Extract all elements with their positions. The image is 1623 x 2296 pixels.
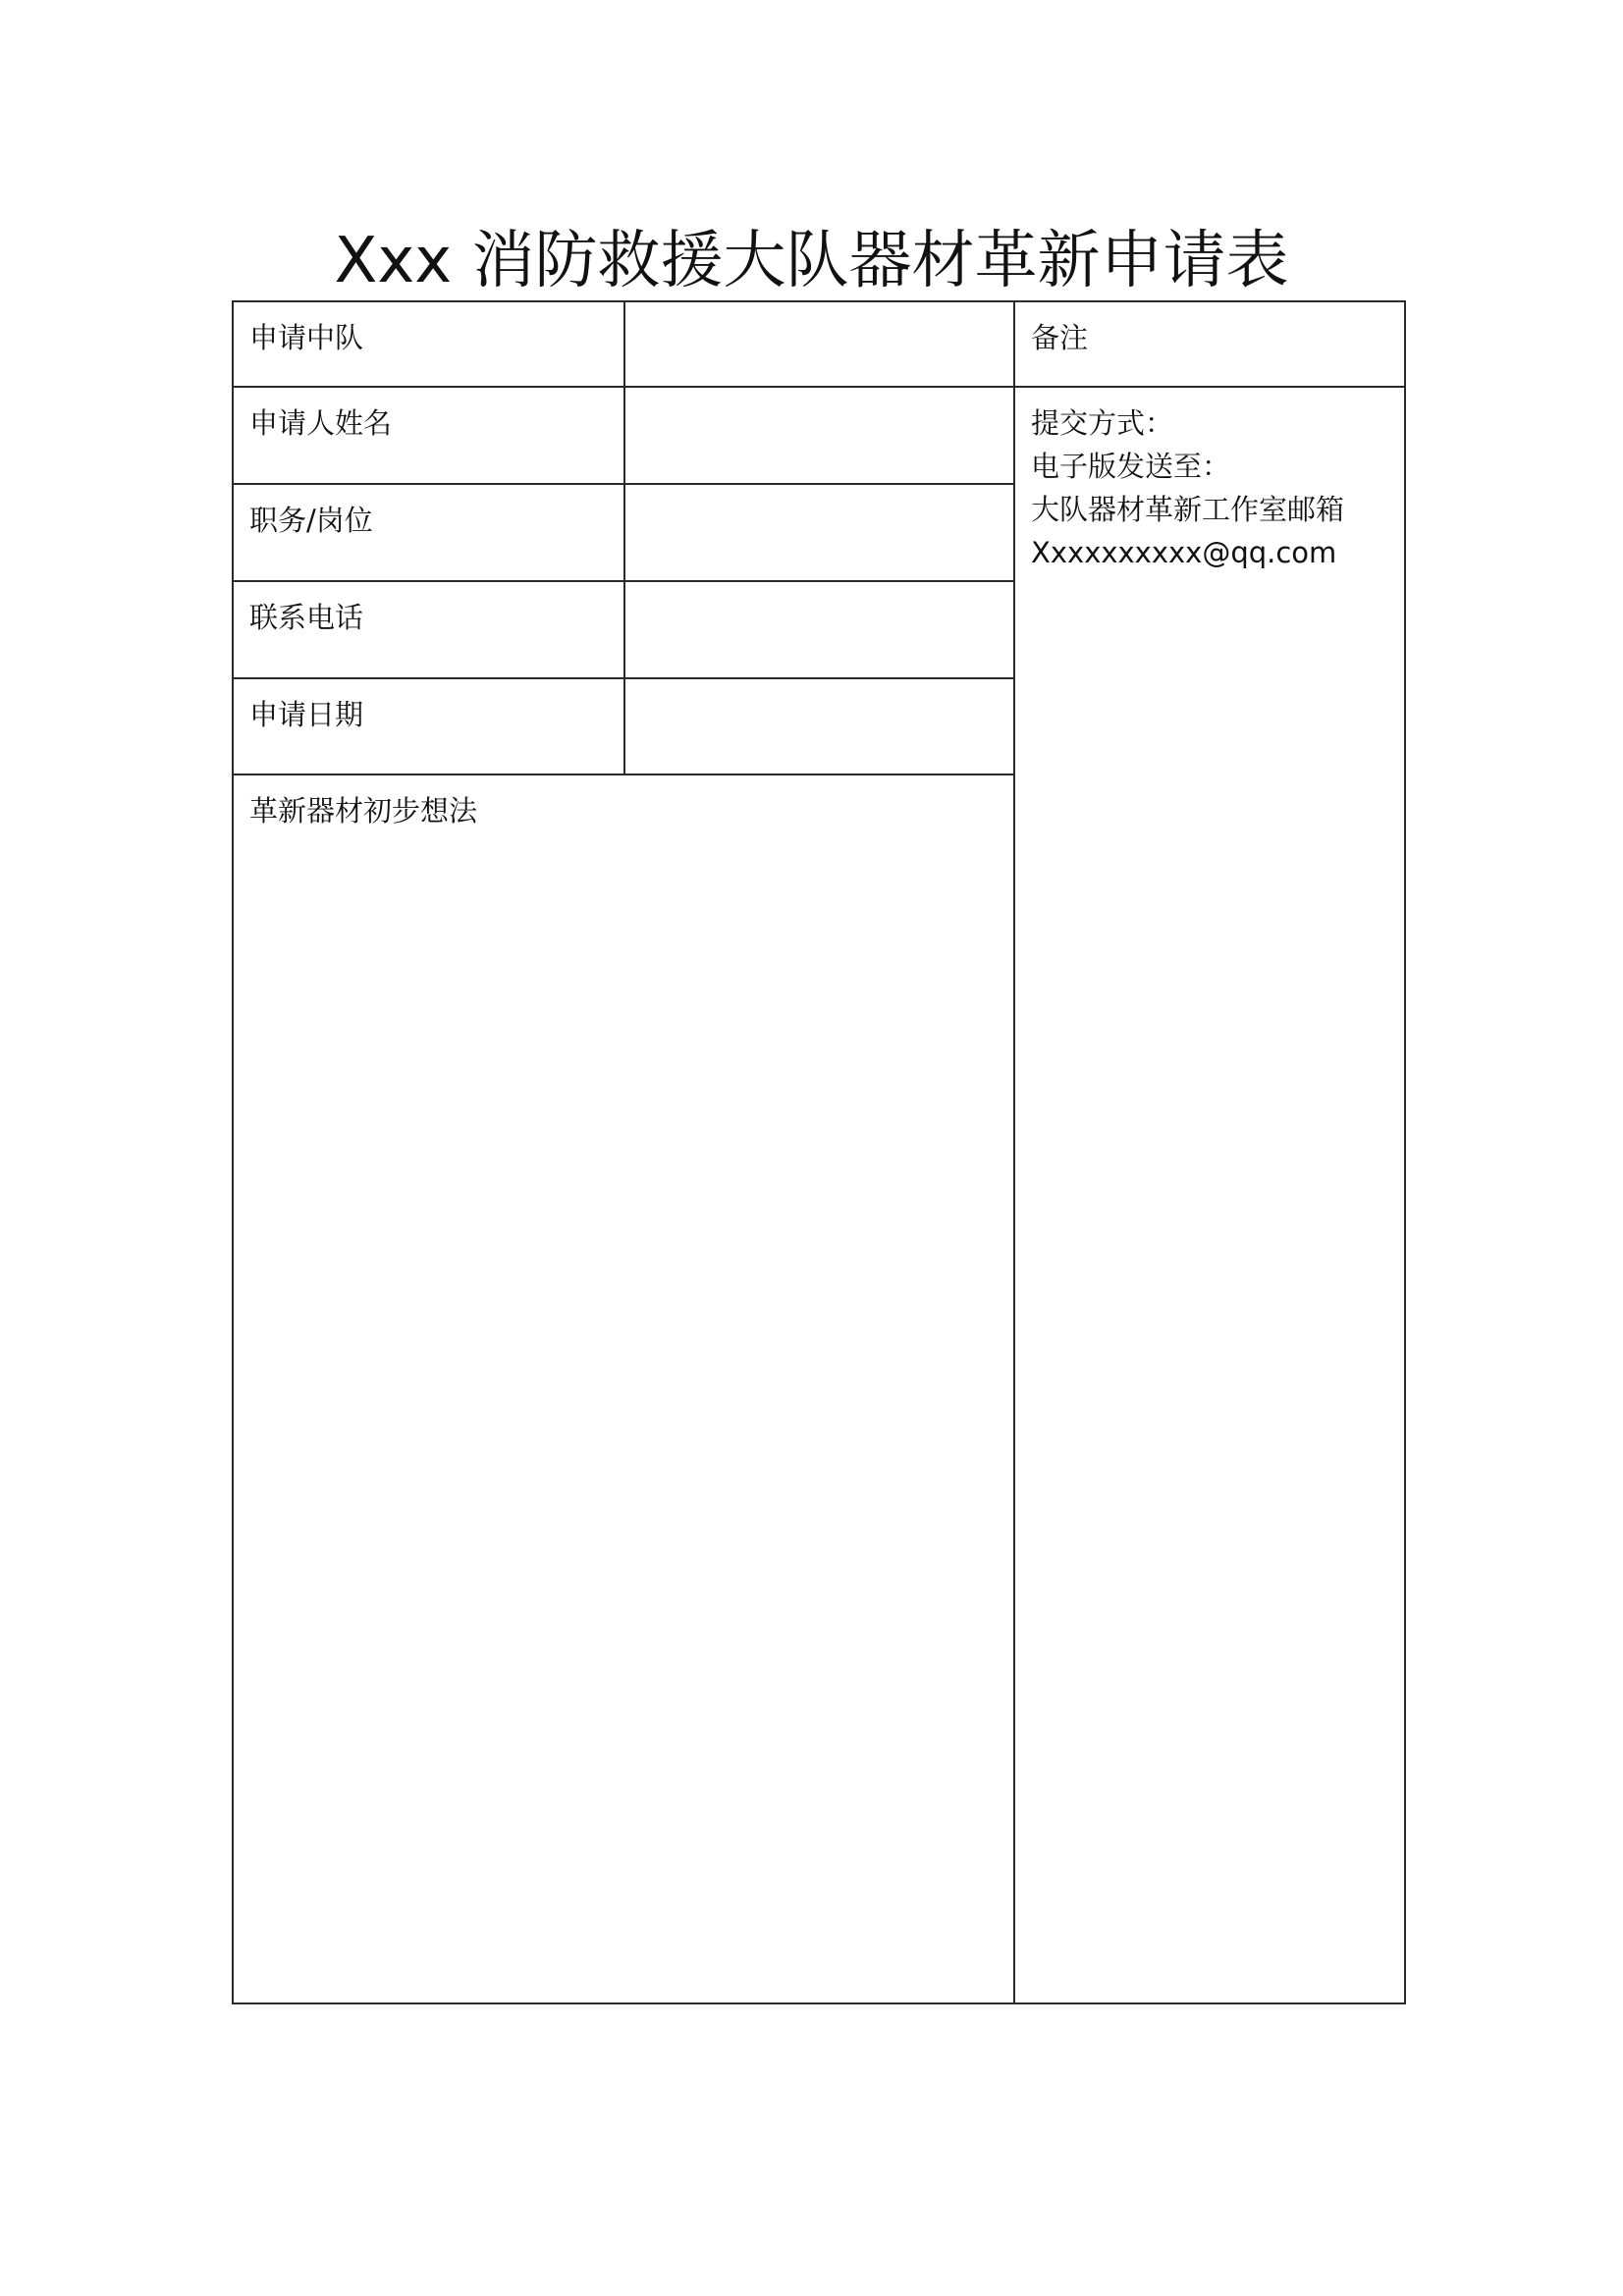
field-label-squad: 申请中队 <box>233 301 624 387</box>
field-label-position: 职务/岗位 <box>233 484 624 581</box>
note-content <box>1014 387 1405 2003</box>
idea-field[interactable] <box>233 774 1014 2003</box>
idea-label: 革新器材初步想法 <box>249 794 478 828</box>
page-title: Xxx 消防救援大队器材革新申请表 <box>334 225 1289 297</box>
note-line-send-to: 电子版发送至： <box>1031 450 1231 483</box>
field-label-date: 申请日期 <box>233 678 624 774</box>
note-line-email: Xxxxxxxxxx@qq.com <box>1031 536 1337 569</box>
field-label-phone: 联系电话 <box>233 581 624 678</box>
field-value-position[interactable] <box>624 484 1014 581</box>
note-header: 备注 <box>1014 301 1405 387</box>
application-form-table <box>232 300 1406 2004</box>
note-line-submit-method: 提交方式： <box>1031 406 1174 440</box>
field-label-applicant-name: 申请人姓名 <box>233 387 624 484</box>
form-row-applicant-name <box>233 387 1405 484</box>
field-value-phone[interactable] <box>624 581 1014 678</box>
note-line-mailbox: 大队器材革新工作室邮箱 <box>1031 493 1345 526</box>
field-value-date[interactable] <box>624 678 1014 774</box>
field-value-squad[interactable] <box>624 301 1014 387</box>
form-row-squad <box>233 301 1405 387</box>
field-value-applicant-name[interactable] <box>624 387 1014 484</box>
